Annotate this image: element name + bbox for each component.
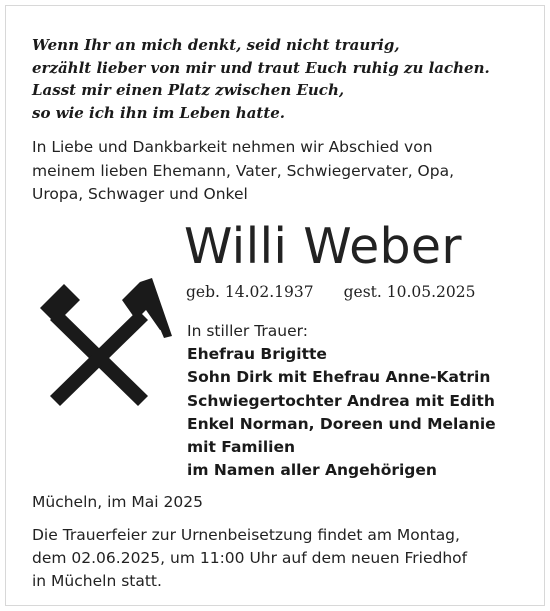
mourner-line: Enkel Norman, Doreen und Melanie [187,414,496,433]
mourner-line: Ehefrau Brigitte [187,345,327,364]
life-dates [186,281,526,303]
memorial-poem [32,34,532,124]
intro-line: In Liebe und Dankbarkeit nehmen wir Abschied von [32,138,433,156]
notice-line: dem 02.06.2025, um 11:00 Uhr auf dem neuen Friedhof [32,549,468,567]
death-date: gest. 10.05.2025 [343,283,476,301]
obituary-card [5,5,545,606]
mourner-line: Schwiegertochter Andrea mit Edith [187,391,495,410]
mourner-line: im Namen aller Angehörigen [187,461,437,480]
hammer-and-pick-icon [36,274,176,414]
mourner-line: mit Familien [187,438,296,457]
mourners-list [187,320,537,482]
poem-line: Wenn Ihr an mich denkt, seid nicht traurig, [32,36,400,54]
farewell-intro [32,136,532,207]
notice-line: Die Trauerfeier zur Urnenbeisetzung findet am Montag, [32,526,460,544]
mourner-line: Sohn Dirk mit Ehefrau Anne-Katrin [187,368,491,387]
poem-line: so wie ich ihn im Leben hatte. [32,103,286,122]
poem-line: erzählt lieber von mir und traut Euch ruhig zu lachen. [32,58,490,77]
notice-line: in Mücheln statt. [32,572,162,590]
deceased-name: Willi Weber [184,218,462,275]
funeral-notice [32,524,532,593]
poem-line: Lasst mir einen Platz zwischen Euch, [32,81,345,99]
mourners-heading: In stiller Trauer: [187,322,308,340]
birth-date: geb. 14.02.1937 [186,283,314,301]
intro-line: meinem lieben Ehemann, Vater, Schwiegervater, Opa, [32,161,455,180]
place-and-date: Mücheln, im Mai 2025 [32,493,203,511]
intro-line: Uropa, Schwager und Onkel [32,185,248,203]
